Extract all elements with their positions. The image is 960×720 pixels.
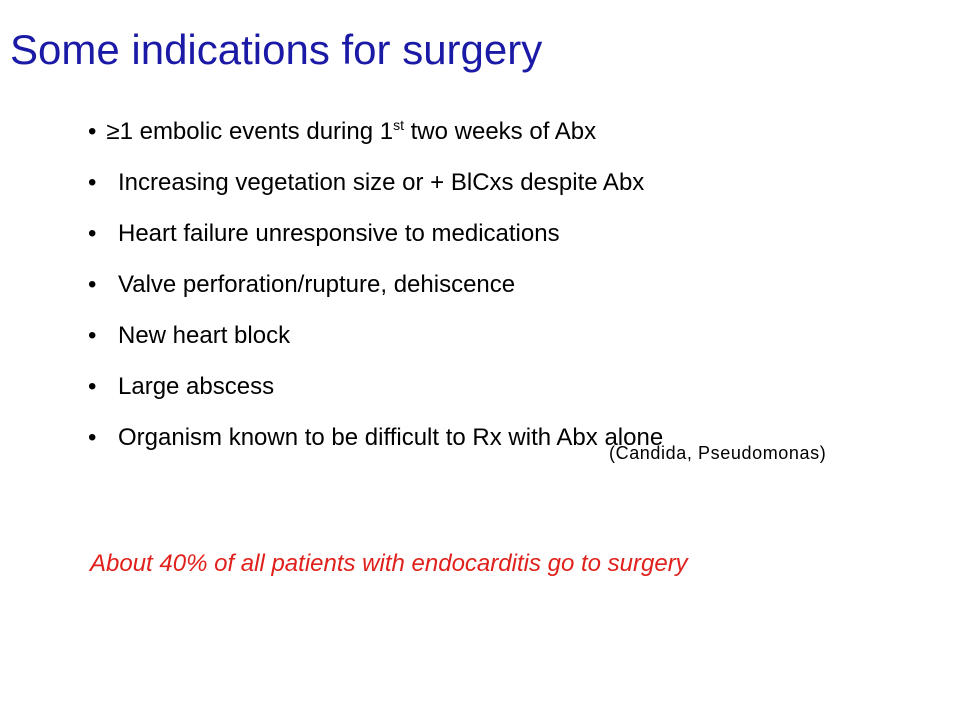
bullet-text: Valve perforation/rupture, dehiscence xyxy=(118,271,516,298)
bullet-dot: • xyxy=(88,220,97,247)
bullet-dot: • xyxy=(88,322,97,349)
ordinal-superscript: st xyxy=(393,117,404,133)
bullet-text: ≥1 embolic events during 1 xyxy=(106,118,394,145)
bullet-dot: • xyxy=(88,271,97,298)
organism-examples-note: (Candida, Pseudomonas) xyxy=(609,443,827,463)
bullet-heart-failure xyxy=(88,208,908,259)
bullet-valve-perforation xyxy=(88,259,908,310)
slide-title: Some indications for surgery xyxy=(10,26,543,73)
bullet-vegetation-size xyxy=(88,157,908,208)
bullet-embolic-events xyxy=(88,106,908,157)
bullet-dot: • xyxy=(88,373,97,400)
bullet-text: Increasing vegetation size or + BlCxs despite Abx xyxy=(118,169,645,196)
bullet-text: Organism known to be difficult to Rx with Abx alone xyxy=(118,424,664,451)
bullet-dot: • xyxy=(88,169,97,196)
bullet-dot: • xyxy=(88,424,97,451)
bullet-large-abscess xyxy=(88,361,908,412)
indications-list xyxy=(88,106,908,463)
bullet-text: Large abscess xyxy=(118,373,275,400)
bullet-heart-block xyxy=(88,310,908,361)
bullet-text: Heart failure unresponsive to medications xyxy=(118,220,560,247)
bullet-dot: • xyxy=(88,118,97,145)
bullet-text-suffix: two weeks of Abx xyxy=(403,118,597,145)
bullet-text: New heart block xyxy=(118,322,291,349)
surgery-rate-footnote: About 40% of all patients with endocarditis go to surgery xyxy=(90,550,688,577)
